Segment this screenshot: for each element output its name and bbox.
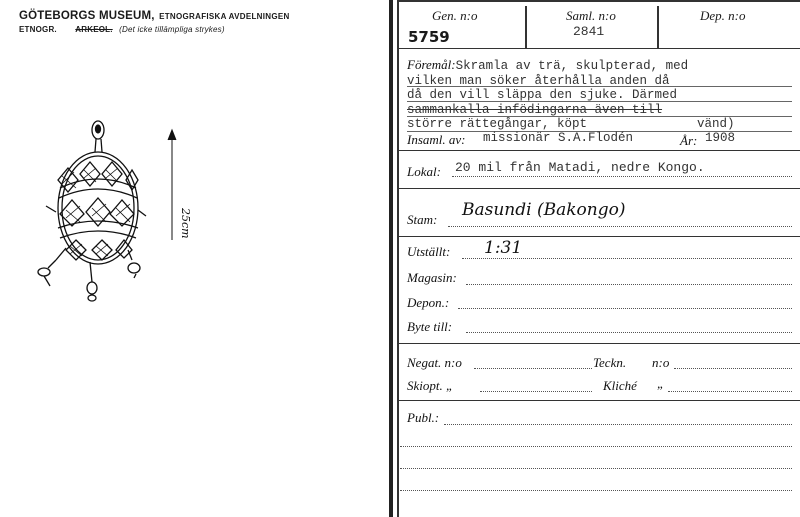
- rule-stam: [397, 236, 800, 237]
- publ-dots-4: [400, 490, 792, 491]
- byte-label: Byte till:: [407, 319, 453, 334]
- rule-skiopt: [397, 400, 800, 401]
- department-name: ETNOGRAFISKA AVDELNINGEN: [159, 12, 290, 21]
- publ-dots-1: [444, 424, 792, 425]
- lokal-dots: [452, 176, 792, 177]
- teckn-dots: [674, 368, 792, 369]
- foremal-line-1: Skramla av trä, skulpterad, med: [455, 59, 689, 73]
- stam-dots: [448, 226, 792, 227]
- saml-label: Saml. n:o: [566, 8, 616, 23]
- teckn-no-label: n:o: [652, 355, 670, 370]
- negat-label: Negat. n:o: [407, 355, 462, 370]
- utstallt-value: 1:31: [484, 238, 523, 258]
- card-divider: [389, 0, 393, 517]
- byte-dots: [466, 332, 792, 333]
- magasin-label: Magasin:: [407, 270, 457, 285]
- rattle-drawing: [20, 110, 190, 310]
- foremal-label: Föremål:: [407, 57, 456, 72]
- lokal-label: Lokal:: [407, 164, 441, 179]
- museum-name: GÖTEBORGS MUSEUM,: [19, 10, 155, 22]
- rule-b: [407, 101, 792, 102]
- foremal-line-5: större rättegångar, köpt: [407, 117, 588, 131]
- insaml-value: missionär S.A.Flodén: [483, 131, 634, 145]
- foremal-line-3: då den vill släppa den sjuke. Därmed: [407, 88, 678, 102]
- utstallt-dots: [462, 258, 792, 259]
- rule-lokal: [397, 188, 800, 189]
- etnogr-label: ETNOGR.: [19, 25, 57, 34]
- depon-label: Depon.:: [407, 295, 450, 310]
- cell-divider-2: [657, 6, 659, 48]
- publ-dots-3: [400, 468, 792, 469]
- insaml-label: Insaml. av:: [407, 132, 466, 147]
- depon-dots: [458, 308, 792, 309]
- saml-value: 2841: [573, 24, 605, 39]
- foremal-line-4: sammankalla infödingarna även till: [407, 102, 663, 117]
- kliche-mark: „: [657, 376, 665, 391]
- card-divider-inner: [397, 0, 399, 517]
- foremal-line-5b: vänd): [697, 117, 735, 131]
- ar-label: År:: [680, 133, 698, 148]
- kliche-label: Kliché: [603, 378, 637, 393]
- rule-insaml: [397, 150, 800, 151]
- category-line: [19, 25, 225, 34]
- header-rule: [397, 48, 800, 49]
- museum-header: [19, 6, 290, 24]
- object-description: [407, 58, 792, 132]
- stam-value: Basundi (Bakongo): [462, 200, 626, 220]
- publ-label: Publ.:: [407, 410, 440, 425]
- skiopt-label: Skiopt. „: [407, 378, 454, 393]
- lokal-value: 20 mil från Matadi, nedre Kongo.: [455, 160, 705, 175]
- gen-value: 5759: [408, 28, 450, 46]
- rule-a: [407, 86, 792, 87]
- negat-dots: [474, 368, 592, 369]
- teckn-label: Teckn.: [593, 355, 627, 370]
- top-rule: [397, 0, 800, 2]
- strike-note: (Det icke tillämpliga strykes): [119, 25, 225, 34]
- utstallt-label: Utställt:: [407, 244, 451, 259]
- cell-divider-1: [525, 6, 527, 48]
- publ-dots-2: [400, 446, 792, 447]
- stam-label: Stam:: [407, 212, 438, 227]
- gen-label: Gen. n:o: [432, 8, 478, 23]
- magasin-dots: [466, 284, 792, 285]
- dimension-label: 25cm: [179, 208, 192, 239]
- rule-byte: [397, 343, 800, 344]
- ar-value: 1908: [705, 131, 736, 145]
- arkeol-label: ARKEOL.: [75, 25, 113, 34]
- skiopt-dots: [480, 391, 592, 392]
- foremal-line-2: vilken man söker återhålla anden då: [407, 73, 670, 88]
- dep-label: Dep. n:o: [700, 8, 746, 23]
- rule-c: [407, 116, 792, 117]
- kliche-dots: [668, 391, 792, 392]
